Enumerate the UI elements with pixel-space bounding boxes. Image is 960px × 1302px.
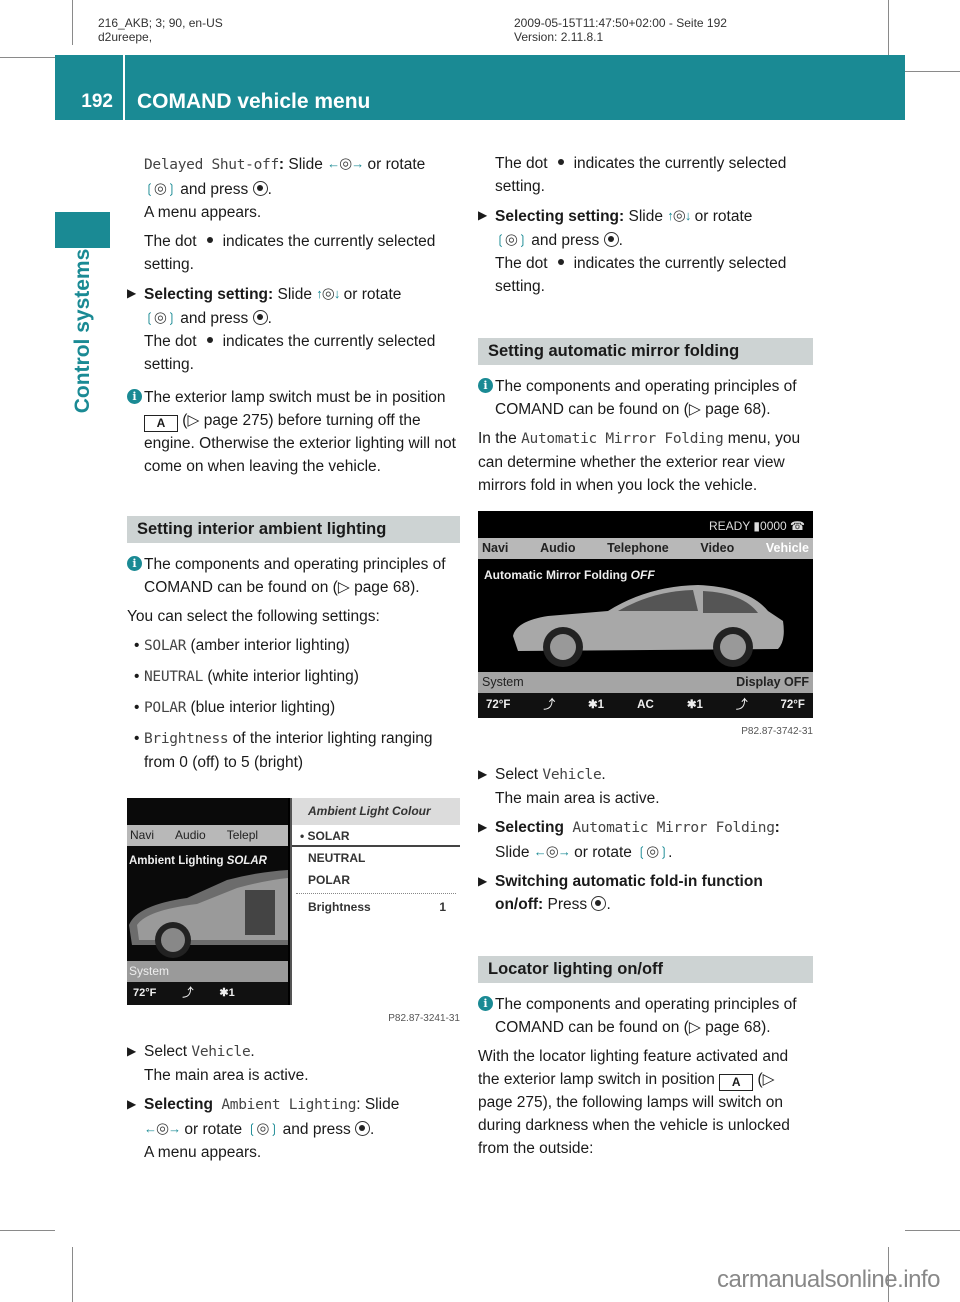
text: Slide <box>284 156 328 173</box>
seat-heat-icon: ⤴ <box>182 987 194 999</box>
rotate-icon: ❲◎❳ <box>636 843 669 860</box>
status-bar: READY ▮0000 ☎ <box>708 519 805 533</box>
press-button-icon <box>604 232 619 247</box>
screen-tab-telephone: Telepl <box>226 828 259 842</box>
text: indicates the currently selected setting. <box>144 233 436 273</box>
text: The dot <box>495 155 548 172</box>
seat-heat-icon: ⤴ <box>735 699 748 711</box>
menu-item-brightness[interactable] <box>292 896 460 918</box>
screen-tabs <box>478 538 813 559</box>
text: or rotate <box>180 1121 247 1138</box>
screen-tab-vehicle: Vehicle <box>765 541 809 555</box>
fan-icon: ✱1 <box>588 699 605 711</box>
list-item <box>127 727 460 774</box>
text: Select <box>144 1043 192 1060</box>
ambient-lighting-figure <box>127 798 460 1030</box>
screen-system-bar: System <box>127 961 288 982</box>
slide-up-down-icon: ↑◎↓ <box>316 285 340 302</box>
figure-code: P82.87-3241-31 <box>388 1013 460 1024</box>
text: SOLAR <box>226 855 267 867</box>
text: Slide <box>495 844 534 861</box>
print-meta-left <box>98 16 223 44</box>
info-note-lamp <box>127 386 460 478</box>
dot-note <box>127 230 460 276</box>
figure-code: P82.87-3742-31 <box>741 726 813 737</box>
text: The components and operating principles of COMAND can be found on (▷ page 68). <box>144 556 446 596</box>
screen-tab-audio: Audio <box>540 541 576 555</box>
press-button-icon <box>591 896 606 911</box>
menu-item-label: POLAR <box>308 873 350 887</box>
slide-left-right-icon: ←◎→ <box>144 1120 181 1137</box>
crop-mark <box>72 0 73 45</box>
text: (blue interior lighting) <box>186 699 336 716</box>
text: Slide <box>273 286 317 303</box>
selecting-setting-step <box>478 204 813 298</box>
system-label: System <box>482 675 524 689</box>
list-item <box>127 634 460 658</box>
step-label: Switching automatic fold-in function on/off: <box>495 873 763 913</box>
ambient-settings-list <box>127 634 460 774</box>
text: The dot <box>495 255 548 272</box>
switch-fold-step <box>478 870 813 916</box>
selected-dot-icon <box>207 237 213 243</box>
mirror-intro <box>478 427 813 497</box>
text: . <box>267 181 272 198</box>
text: and press <box>175 181 253 198</box>
section-heading-mirror: Setting automatic mirror folding <box>478 338 813 365</box>
menu-item-label: NEUTRAL <box>308 851 366 865</box>
text: OFF <box>630 568 655 582</box>
meta-text: 216_AKB; 3; 90, en-US <box>98 16 223 30</box>
select-vehicle-step <box>478 763 813 810</box>
list-item <box>127 665 460 689</box>
text: The components and operating principles of COMAND can be found on (▷ page 68). <box>495 996 797 1036</box>
text: or rotate <box>690 208 753 225</box>
selected-dot-icon <box>558 159 564 165</box>
section-label-text: Control systems <box>71 248 94 413</box>
text: A menu appears. <box>144 1144 262 1161</box>
select-ambient-step <box>127 1093 460 1164</box>
step-arrow-icon: ▶ <box>127 1097 137 1111</box>
crop-mark <box>0 1230 55 1231</box>
menu-term: SOLAR <box>144 638 187 654</box>
section-label <box>58 248 108 413</box>
menu-divider <box>296 893 456 894</box>
comand-screen-mirror <box>478 511 813 718</box>
press-button-icon <box>253 181 268 196</box>
text: . <box>601 766 606 783</box>
temperature-right: 72°F <box>780 699 805 711</box>
menu-term: Vehicle <box>542 767 602 783</box>
crop-mark <box>905 1230 960 1231</box>
chapter-title: COMAND vehicle menu <box>137 90 371 113</box>
menu-item-label: • SOLAR <box>300 829 350 843</box>
temperature-left: 72°F <box>486 699 511 711</box>
text: indicates the currently selected setting. <box>495 255 787 295</box>
menu-term: Brightness <box>144 731 229 747</box>
info-note-components <box>478 993 813 1039</box>
info-icon: i <box>127 389 142 404</box>
car-side-image <box>508 581 788 669</box>
text: A menu appears. <box>144 204 262 221</box>
info-icon: i <box>478 996 493 1011</box>
selected-dot-icon <box>207 337 213 343</box>
slide-left-right-icon: ←◎→ <box>533 843 570 860</box>
step-label: Selecting setting: <box>495 208 625 225</box>
screen-tab-audio: Audio <box>175 828 206 842</box>
text: The exterior lamp switch must be in position <box>144 389 446 406</box>
list-item <box>127 696 460 720</box>
step-arrow-icon: ▶ <box>127 286 137 300</box>
text: or rotate <box>363 156 426 173</box>
text: of the interior lighting ranging from 0 (off) to 5 (bright) <box>144 730 433 771</box>
comand-screen-ambient <box>127 798 460 1005</box>
step-arrow-icon: ▶ <box>478 208 488 222</box>
text: With the locator lighting feature activated and the exterior lamp switch in position <box>478 1048 789 1088</box>
menu-term: Ambient Lighting <box>212 1097 357 1113</box>
left-column <box>127 152 460 1170</box>
press-button-icon <box>355 1121 370 1136</box>
info-icon: i <box>478 378 493 393</box>
text: . <box>250 1043 255 1060</box>
screen-climate-bar <box>127 982 288 1005</box>
meta-text: 2009-05-15T11:47:50+02:00 - Seite 192 <box>514 16 727 30</box>
colon: : <box>774 819 780 836</box>
rotate-icon: ❲◎❳ <box>144 309 176 326</box>
locator-description <box>478 1045 813 1160</box>
select-vehicle-step <box>127 1040 460 1087</box>
info-note-components <box>127 553 460 599</box>
menu-term: POLAR <box>144 700 187 716</box>
mirror-folding-figure <box>478 511 813 743</box>
text: indicates the currently selected setting. <box>495 155 787 195</box>
chapter-title-box <box>125 55 905 120</box>
menu-title: Ambient Light Colour <box>292 798 460 825</box>
fan-icon: ✱1 <box>219 987 235 999</box>
step-arrow-icon: ▶ <box>478 820 488 834</box>
info-note-components <box>478 375 813 421</box>
text: (amber interior lighting) <box>186 637 350 654</box>
ambient-light-colour-menu <box>290 798 460 1005</box>
text: . <box>668 844 673 861</box>
page-number-box <box>55 55 125 120</box>
text: The components and operating principles of COMAND can be found on (▷ page 68). <box>495 378 797 418</box>
section-tab <box>55 212 110 248</box>
text: Automatic Mirror Folding <box>484 568 631 582</box>
text: The main area is active. <box>495 790 660 807</box>
screen-tab-navi: Navi <box>482 541 509 555</box>
delayed-shutoff-step <box>127 152 460 224</box>
menu-item-solar[interactable] <box>292 825 460 847</box>
text: (white interior lighting) <box>203 668 359 685</box>
info-icon: i <box>127 556 142 571</box>
print-meta-right <box>514 16 727 44</box>
text: and press <box>175 310 253 327</box>
brightness-value: 1 <box>439 900 446 914</box>
rotate-icon: ❲◎❳ <box>246 1120 279 1137</box>
step-label: Selecting <box>495 819 564 836</box>
section-heading-locator: Locator lighting on/off <box>478 956 813 983</box>
menu-item-neutral[interactable] <box>292 847 460 869</box>
selecting-setting-step <box>127 282 460 376</box>
step-label: Selecting setting: <box>144 286 274 303</box>
ac-label: AC <box>637 699 654 711</box>
menu-term: Vehicle <box>191 1044 251 1060</box>
slide-up-down-icon: ↑◎↓ <box>667 207 691 224</box>
selected-dot-icon <box>558 259 564 265</box>
text: The dot <box>144 233 197 250</box>
text: . <box>618 232 623 249</box>
text: Select <box>495 766 543 783</box>
text: . <box>606 896 611 913</box>
rotate-icon: ❲◎❳ <box>144 180 176 197</box>
colon: : <box>278 156 285 173</box>
crop-mark <box>888 0 889 55</box>
text: and press <box>278 1121 356 1138</box>
car-interior-image <box>127 870 288 960</box>
text: . <box>267 310 272 327</box>
lamp-auto-position-icon: A <box>719 1074 753 1091</box>
watermark: carmanualsonline.info <box>717 1266 940 1293</box>
text: Slide <box>624 208 668 225</box>
text: indicates the currently selected setting. <box>144 333 436 373</box>
meta-text: d2ureepe, <box>98 30 153 44</box>
screen-tab-telephone: Telephone <box>607 541 669 555</box>
menu-term: Automatic Mirror Folding <box>521 431 724 447</box>
screen-tab-video: Video <box>700 541 735 555</box>
seat-heat-icon: ⤴ <box>543 699 555 711</box>
page-header <box>55 55 905 120</box>
menu-item-polar[interactable] <box>292 869 460 891</box>
section-heading-ambient: Setting interior ambient lighting <box>127 516 460 543</box>
crop-mark <box>905 71 960 72</box>
text: In the <box>478 430 522 447</box>
screen-tabs <box>127 825 288 846</box>
menu-term: Automatic Mirror Folding <box>563 820 775 836</box>
text: The main area is active. <box>144 1067 309 1084</box>
text: Ambient Lighting <box>129 855 227 867</box>
menu-term: NEUTRAL <box>144 669 204 685</box>
settings-intro: You can select the following settings: <box>127 608 380 625</box>
text: and press <box>526 232 604 249</box>
step-arrow-icon: ▶ <box>127 1044 137 1058</box>
crop-mark <box>0 57 55 58</box>
text: or rotate <box>339 286 402 303</box>
fan-icon: ✱1 <box>686 699 703 711</box>
text: Press <box>543 896 592 913</box>
press-button-icon <box>253 310 268 325</box>
menu-term: Delayed Shut-off <box>144 157 279 173</box>
text: menu, you can determine whether the exterior rear view mirrors fold in when you lock the vehicle. <box>478 430 801 494</box>
slide-left-right-icon: ←◎→ <box>327 155 364 172</box>
screen-climate-bar <box>478 693 813 718</box>
text: (▷ page 275), the following lamps will switch on during darkness when the vehicle is unlocked from the outside: <box>478 1071 790 1157</box>
display-off-label: Display OFF <box>736 675 809 689</box>
text: : Slide <box>356 1096 400 1113</box>
right-column <box>478 152 813 1166</box>
meta-text: Version: 2.11.8.1 <box>514 30 604 44</box>
screen-tab-navi: Navi <box>130 828 155 842</box>
menu-item-label: Brightness <box>308 900 371 914</box>
text: or rotate <box>569 844 637 861</box>
text: . <box>370 1121 375 1138</box>
text: (▷ page 275) before turning off the engine. Otherwise the exterior lighting will not come on when leaving the vehicle. <box>144 412 456 475</box>
lamp-auto-position-icon: A <box>144 415 178 432</box>
select-mirror-step <box>478 816 813 864</box>
crop-mark <box>72 1247 73 1302</box>
page-number: 192 <box>81 91 113 112</box>
step-arrow-icon: ▶ <box>478 874 488 888</box>
rotate-icon: ❲◎❳ <box>495 231 527 248</box>
step-label: Selecting <box>144 1096 213 1113</box>
step-arrow-icon: ▶ <box>478 767 488 781</box>
screen-system-bar <box>478 672 813 693</box>
text: The dot <box>144 333 197 350</box>
dot-note <box>478 152 813 198</box>
temperature: 72°F <box>133 987 157 999</box>
